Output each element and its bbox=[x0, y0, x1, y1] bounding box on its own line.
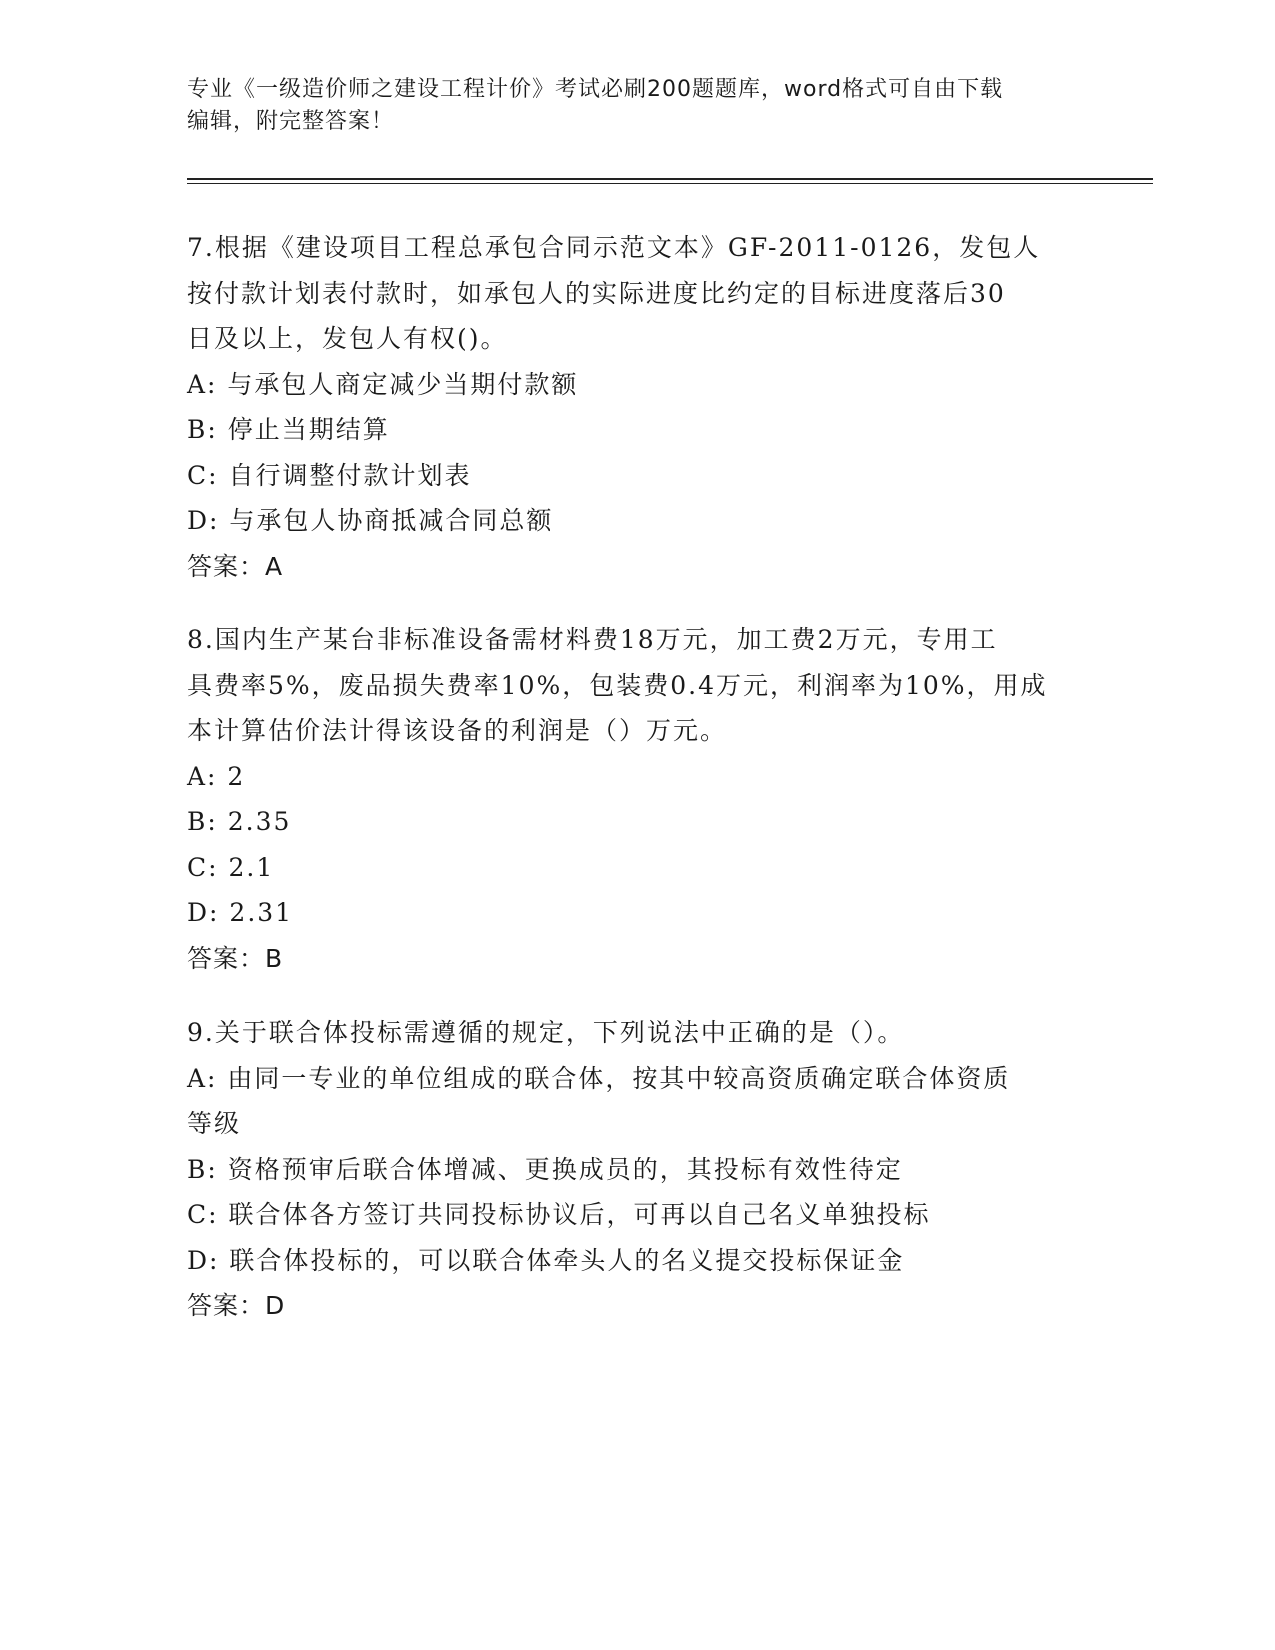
header-divider bbox=[187, 178, 1153, 184]
header-line-2: 编辑，附完整答案！ bbox=[187, 109, 395, 134]
page-header bbox=[187, 74, 1087, 138]
option-c: C: 自行调整付款计划表 bbox=[187, 460, 472, 490]
answer-label: 答案：B bbox=[187, 943, 284, 973]
question-stem-line: 本计算估价法计得该设备的利润是（）万元。 bbox=[187, 716, 728, 745]
option-b: B: 2.35 bbox=[187, 807, 292, 836]
option-a: A: 由同一专业的单位组成的联合体，按其中较高资质确定联合体资质 bbox=[187, 1063, 1011, 1093]
option-a-continued: 等级 bbox=[187, 1109, 242, 1138]
header-line-1: 专业《一级造价师之建设工程计价》考试必刷200题题库，word格式可自由下载 bbox=[187, 77, 1004, 102]
option-d: D: 联合体投标的，可以联合体牵头人的名义提交投标保证金 bbox=[187, 1245, 905, 1275]
option-b: B: 停止当期结算 bbox=[187, 415, 390, 444]
option-d: D: 与承包人协商抵减合同总额 bbox=[187, 506, 554, 535]
question-stem-line: 7.根据《建设项目工程总承包合同示范文本》GF-2011-0126，发包人 bbox=[187, 233, 1041, 262]
question-9 bbox=[187, 1010, 1087, 1329]
option-b: B: 资格预审后联合体增减、更换成员的，其投标有效性待定 bbox=[187, 1154, 903, 1184]
question-stem-line: 按付款计划表付款时，如承包人的实际进度比约定的目标进度落后30 bbox=[187, 278, 1006, 308]
question-stem-line: 日及以上，发包人有权()。 bbox=[187, 324, 508, 353]
answer-label: 答案：D bbox=[187, 1291, 286, 1320]
option-a: A: 与承包人商定减少当期付款额 bbox=[187, 369, 579, 399]
option-a: A: 2 bbox=[187, 761, 246, 791]
question-stem-line: 具费率5%，废品损失费率10%，包装费0.4万元，利润率为10%，用成 bbox=[187, 670, 1048, 700]
question-stem-line: 8.国内生产某台非标准设备需材料费18万元，加工费2万元，专用工 bbox=[187, 625, 998, 654]
question-stem-line: 9.关于联合体投标需遵循的规定，下列说法中正确的是（）。 bbox=[187, 1018, 905, 1047]
question-8 bbox=[187, 617, 1087, 981]
option-d: D: 2.31 bbox=[187, 898, 294, 927]
question-7 bbox=[187, 225, 1087, 589]
option-c: C: 联合体各方签订共同投标协议后，可再以自己名义单独投标 bbox=[187, 1200, 931, 1229]
answer-label: 答案：A bbox=[187, 551, 284, 581]
option-c: C: 2.1 bbox=[187, 852, 275, 882]
